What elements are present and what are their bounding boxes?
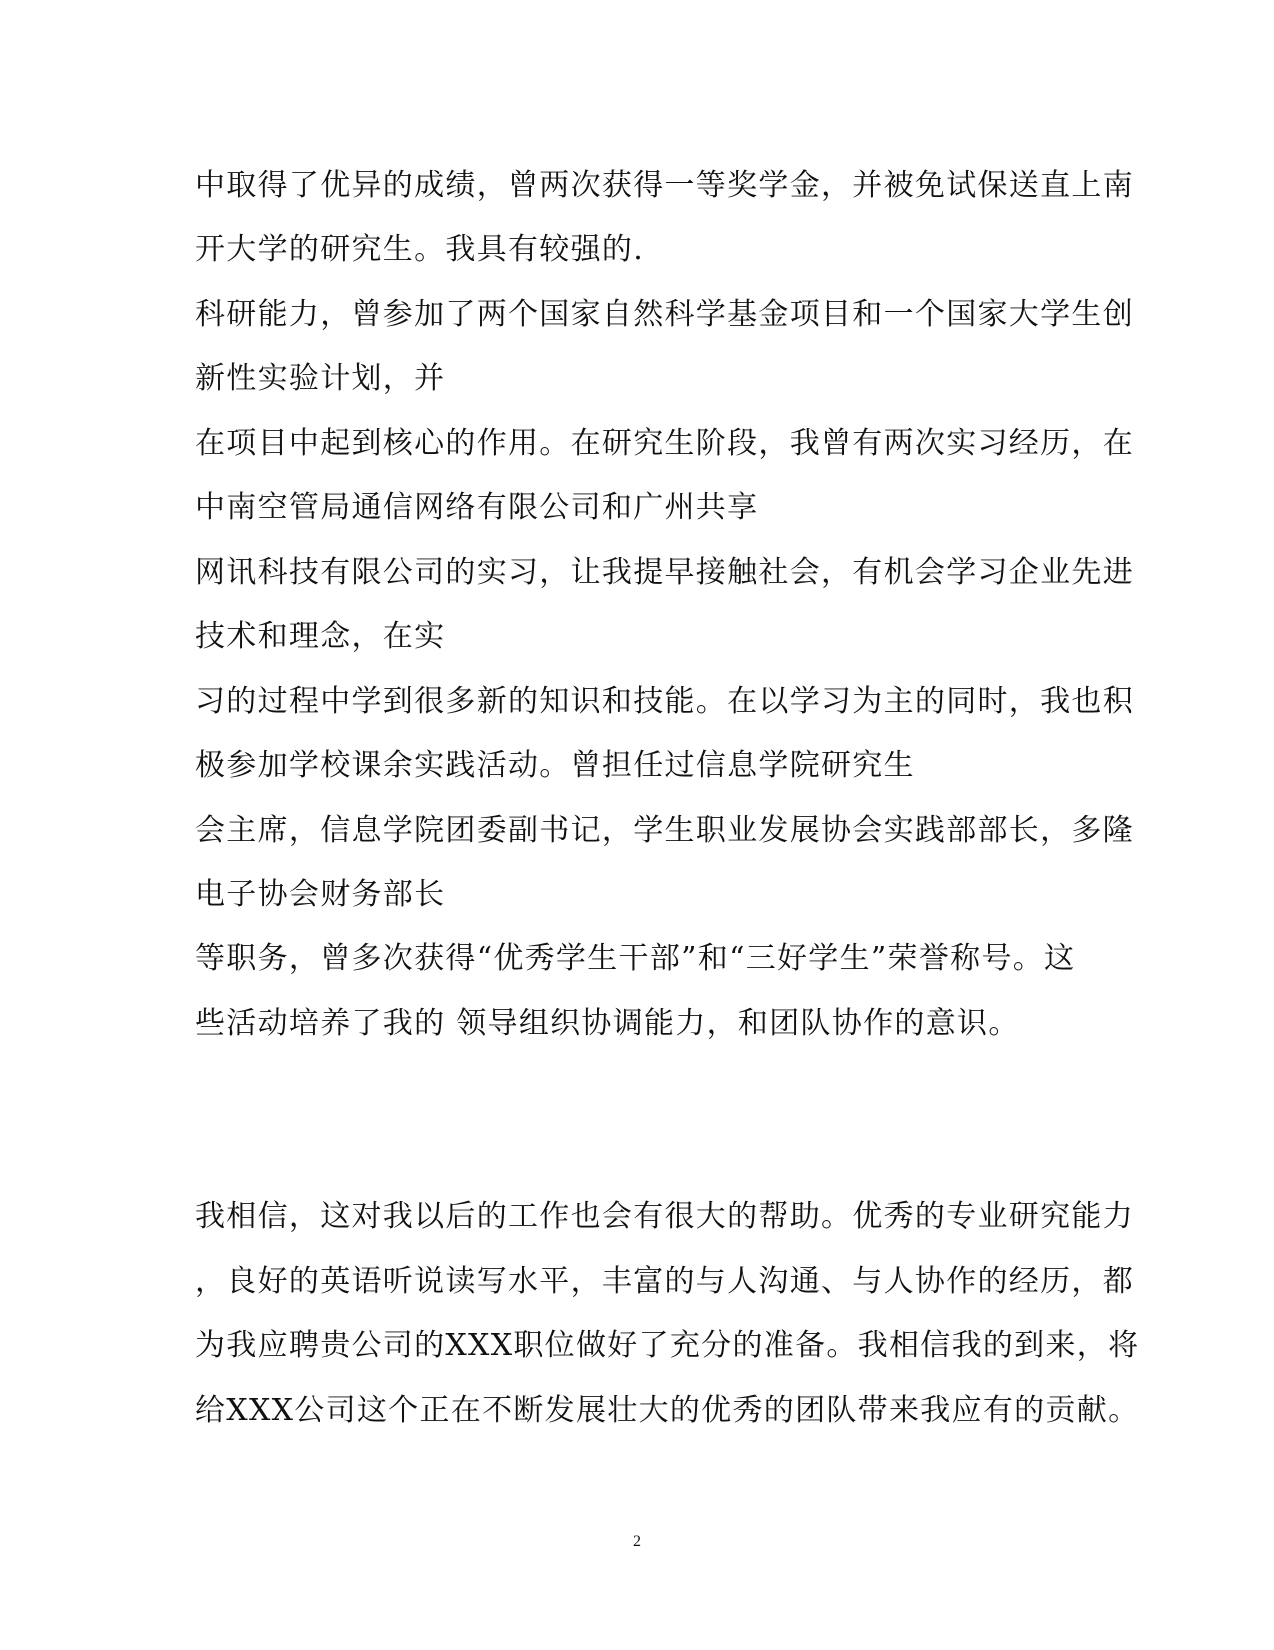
body-line: 我相信，这对我以后的工作也会有很大的帮助。优秀的专业研究能力 (195, 1199, 1134, 1234)
body-line: 习的过程中学到很多新的知识和技能。在以学习为主的同时，我也积 (195, 684, 1134, 719)
body-line: 科研能力，曾参加了两个国家自然科学基金项目和一个国家大学生创 (195, 297, 1134, 332)
body-line: 在项目中起到核心的作用。在研究生阶段，我曾有两次实习经历，在 (195, 426, 1134, 461)
body-line: 网讯科技有限公司的实习，让我提早接触社会，有机会学习企业先进 (195, 555, 1134, 590)
body-line: 极参加学校课余实践活动。曾担任过信息学院研究生 (195, 748, 915, 783)
body-line: ，良好的英语听说读写水平，丰富的与人沟通、与人协作的经历，都 (195, 1264, 1134, 1299)
body-line: 等职务，曾多次获得“优秀学生干部”和“三好学生”荣誉称号。这 (195, 941, 1076, 976)
body-line: 新性实验计划，并 (195, 361, 446, 396)
page-number: 2 (633, 1533, 641, 1550)
body-line: 开大学的研究生。我具有较强的. (195, 232, 645, 267)
body-line: 给XXX公司这个正在不断发展壮大的优秀的团队带来我应有的贡献。 (195, 1393, 1140, 1428)
body-line: 电子协会财务部长 (195, 877, 446, 912)
body-line: 中南空管局通信网络有限公司和广州共享 (195, 490, 759, 525)
body-line: 技术和理念，在实 (195, 619, 446, 654)
body-line: 为我应聘贵公司的XXX职位做好了充分的准备。我相信我的到来，将 (195, 1328, 1140, 1363)
body-line: 些活动培养了我的 领导组织协调能力，和团队协作的意识。 (195, 1006, 1020, 1041)
body-line: 中取得了优异的成绩，曾两次获得一等奖学金，并被免试保送直上南 (195, 168, 1134, 203)
body-line: 会主席，信息学院团委副书记，学生职业发展协会实践部部长，多隆 (195, 813, 1134, 848)
